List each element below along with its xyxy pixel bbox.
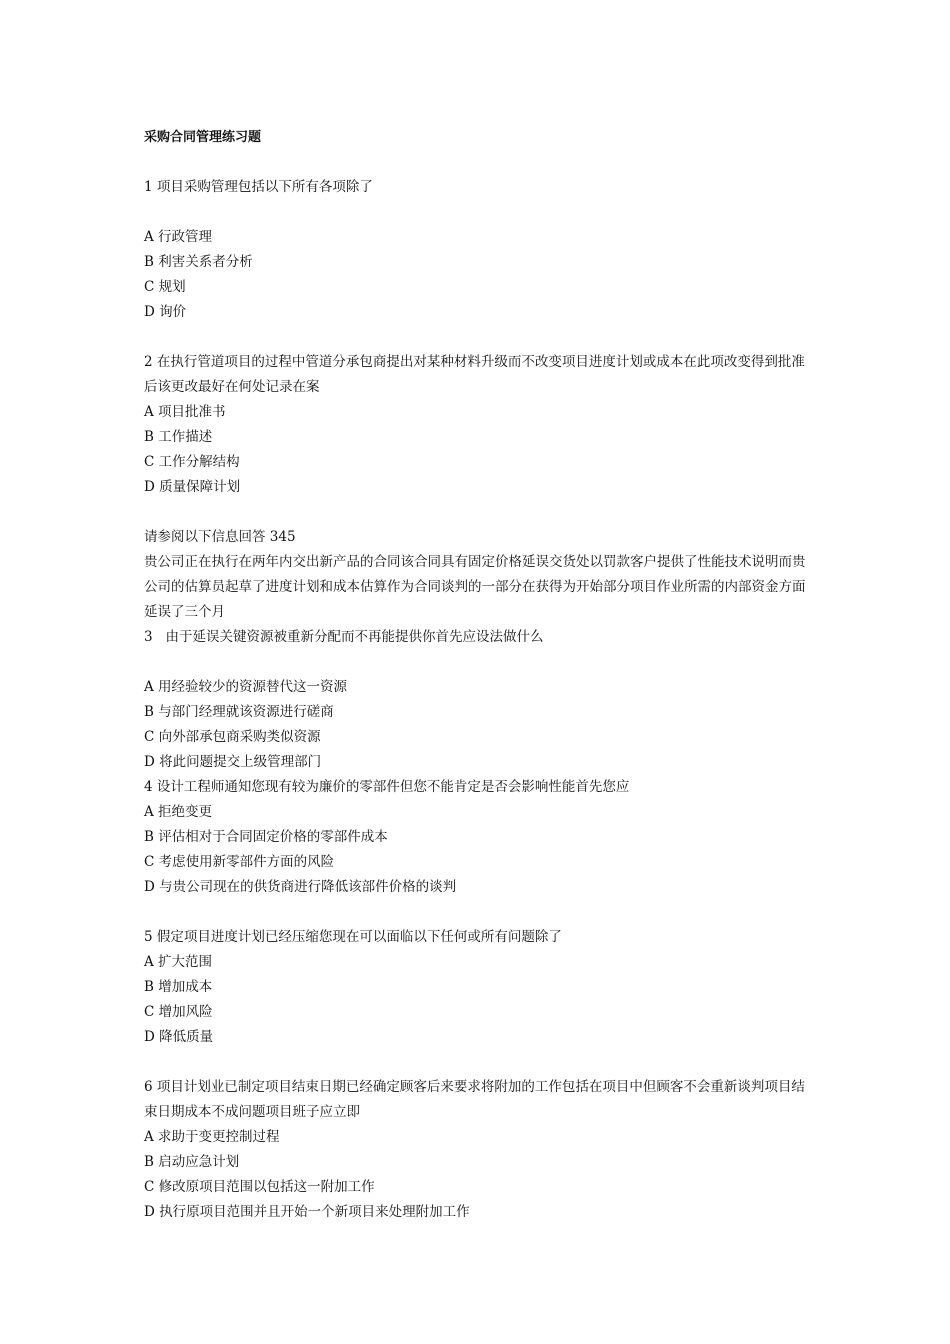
question-1-option-b: B 利害关系者分析 — [144, 254, 253, 270]
question-6-option-a: A 求助于变更控制过程 — [144, 1129, 280, 1145]
question-5-option-b: B 增加成本 — [144, 979, 213, 995]
info-text: 贵公司正在执行在两年内交出新产品的合同该合同具有固定价格延误交货处以罚款客户提供了性能技术说明而贵公司的估算员起草了进度计划和成本估算作为合同谈判的一部分在获得为开始部分项目作业所需的内部资金方面延误了三个月 — [144, 554, 806, 620]
question-1-option-c: C 规划 — [144, 279, 186, 295]
question-4-option-d: D 与贵公司现在的供货商进行降低该部件价格的谈判 — [144, 879, 457, 895]
question-5-option-a: A 扩大范围 — [144, 954, 213, 970]
question-3-option-a: A 用经验较少的资源替代这一资源 — [144, 679, 348, 695]
question-6-option-d: D 执行原项目范围并且开始一个新项目来处理附加工作 — [144, 1204, 470, 1220]
document-page — [144, 126, 814, 1225]
question-4-option-c: C 考虑使用新零部件方面的风险 — [144, 854, 335, 870]
question-6-option-b: B 启动应急计划 — [144, 1154, 240, 1170]
question-1-option-a: A 行政管理 — [144, 229, 213, 245]
question-4-stem: 4 设计工程师通知您现有较为廉价的零部件但您不能肯定是否会影响性能首先您应 — [144, 779, 630, 795]
question-5-option-d: D 降低质量 — [144, 1029, 214, 1045]
question-1-stem: 1 项目采购管理包括以下所有各项除了 — [144, 179, 373, 195]
question-5-stem: 5 假定项目进度计划已经压缩您现在可以面临以下任何或所有问题除了 — [144, 929, 562, 945]
question-4-option-a: A 拒绝变更 — [144, 804, 213, 820]
question-2-stem: 2 在执行管道项目的过程中管道分承包商提出对某种材料升级而不改变项目进度计划或成本在此项改变得到批准后该更改最好在何处记录在案 — [144, 354, 805, 395]
spacer — [144, 150, 814, 175]
spacer — [144, 325, 814, 350]
question-2-option-d: D 质量保障计划 — [144, 479, 241, 495]
spacer — [144, 1050, 814, 1075]
question-6-option-c: C 修改原项目范围以包括这一附加工作 — [144, 1179, 375, 1195]
question-2-option-b: B 工作描述 — [144, 429, 213, 445]
question-6-stem: 6 项目计划业已制定项目结束日期已经确定顾客后来要求将附加的工作包括在项目中但顾客不会重新谈判项目结束日期成本不成问题项目班子应立即 — [144, 1079, 805, 1120]
spacer — [144, 200, 814, 225]
question-3-option-d: D 将此问题提交上级管理部门 — [144, 754, 322, 770]
question-2-option-a: A 项目批准书 — [144, 404, 226, 420]
spacer — [144, 650, 814, 675]
question-3-option-b: B 与部门经理就该资源进行磋商 — [144, 704, 334, 720]
question-3-stem: 3 由于延误关键资源被重新分配而不再能提供你首先应设法做什么 — [144, 629, 544, 645]
document-title: 采购合同管理练习题 — [144, 130, 262, 145]
spacer — [144, 900, 814, 925]
question-1-option-d: D 询价 — [144, 304, 187, 320]
info-intro: 请参阅以下信息回答 345 — [144, 529, 296, 545]
question-5-option-c: C 增加风险 — [144, 1004, 213, 1020]
question-4-option-b: B 评估相对于合同固定价格的零部件成本 — [144, 829, 388, 845]
question-3-option-c: C 向外部承包商采购类似资源 — [144, 729, 321, 745]
spacer — [144, 500, 814, 525]
question-2-option-c: C 工作分解结构 — [144, 454, 240, 470]
